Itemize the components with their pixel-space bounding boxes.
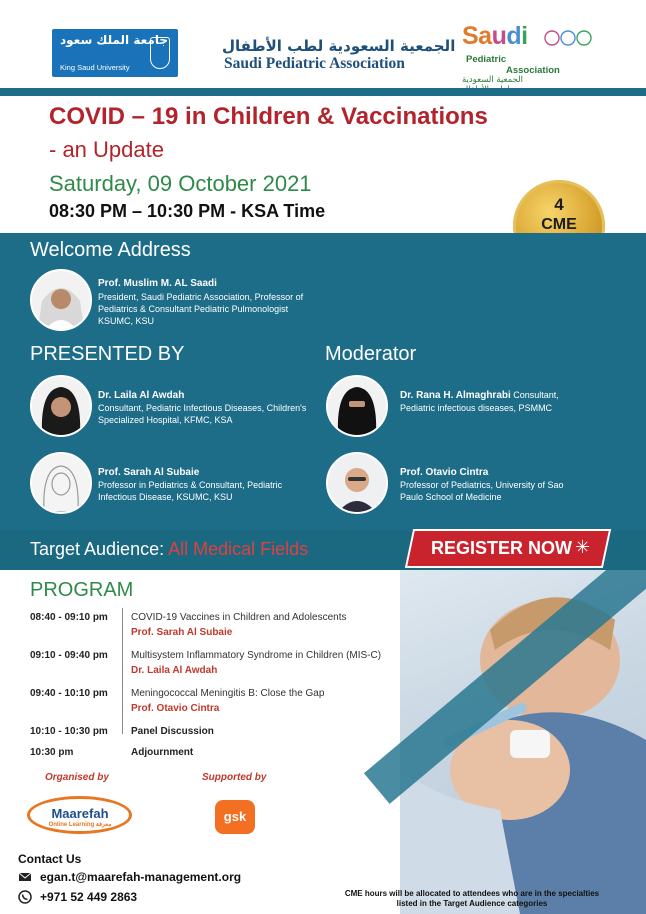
program-time: 09:10 - 09:40 pm [30,650,108,661]
moderator-photo-icon [328,377,386,435]
saudi-logo-word: Saudi [462,22,528,50]
maarefah-logo-text: Maarefah [51,806,109,821]
event-time: 08:30 PM – 10:30 PM - KSA Time [49,201,326,221]
program-time: 09:40 - 10:10 pm [30,688,108,699]
contact-phone[interactable]: +971 52 449 2863 [18,890,137,904]
supported-by-label: Supported by [202,772,267,783]
ksu-crest-icon [150,37,170,69]
cme-label: CME [541,216,577,233]
click-cursor-icon: ✳ [575,537,591,557]
children-faces-icon [544,26,592,50]
program-topic: Meningococcal Meningitis B: Close the Gap [131,688,325,699]
speaker-photo-icon [32,271,90,329]
speaker-photo-icon [32,377,90,435]
event-date: Saturday, 09 October 2021 [49,171,312,196]
welcome-speaker-name: Prof. Muslim M. AL Saadi [98,278,217,289]
saudi-pediatric-logo [462,22,560,85]
ksu-arabic-name: جامعة الملك سعود [60,33,168,47]
spa-english-name: Saudi Pediatric Association [224,55,405,72]
program-heading: PROGRAM [30,579,134,601]
event-subtitle: - an Update [49,137,164,162]
presenter-name: Dr. Laila Al Awdah [98,390,185,401]
cme-hours-number: 4 [554,195,564,214]
avatar [326,452,388,514]
moderator-title: Professor of Pediatrics, University of Sao Paulo School of Medicine [400,480,564,502]
ksu-logo [52,29,178,77]
moderator-title: Pediatric infectious diseases, PSMMC [400,403,553,413]
header-divider [0,88,646,96]
program-speaker: Prof. Sarah Al Subaie [131,627,233,638]
contact-heading: Contact Us [18,852,82,866]
saudi-logo-subtitle: Pediatric Association [466,54,560,76]
program-time: 10:10 - 10:30 pm [30,726,108,737]
moderator-name: Prof. Otavio Cintra [400,467,489,478]
program-speaker: Dr. Laila Al Awdah [131,665,218,676]
presenter-title: Consultant, Pediatric Infectious Diseases, Children's Specialized Hospital, KFMC, KSA [98,403,307,425]
maarefah-logo [27,796,132,834]
avatar [326,375,388,437]
contact-email[interactable]: egan.t@maarefah-management.org [18,870,241,884]
program-time: 08:40 - 09:10 pm [30,612,108,623]
program-divider [122,608,123,734]
moderator-name: Dr. Rana H. Almaghrabi Consultant, [400,390,559,401]
spa-arabic-name: الجمعية السعودية لطب الأطفال [222,37,456,55]
ksu-english-name: King Saud University [60,63,130,72]
presenter-name: Prof. Sarah Al Subaie [98,467,200,478]
maarefah-logo-sub: Online Learning معرفة [48,822,112,828]
moderator-heading: Moderator [325,343,417,365]
cme-note: CME hours will be allocated to attendees who are in the specialties listed in the Target Audience categories [344,889,600,908]
speaker-placeholder-icon [32,454,90,512]
target-audience-value: All Medical Fields [168,539,309,559]
gsk-logo: gsk [215,800,255,834]
welcome-speaker-title: President, Saudi Pediatric Association, Professor of Pediatrics & Consultant Pediatric Pulmonologist KSUMC, KSU [98,292,304,326]
presented-by-heading: PRESENTED BY [30,343,185,365]
presenter-title: Professor in Pediatrics & Consultant, Pediatric Infectious Disease, KSUMC, KSU [98,480,283,502]
program-topic: COVID-19 Vaccines in Children and Adolescents [131,612,347,623]
program-topic: Adjournment [131,747,194,758]
avatar [30,452,92,514]
register-now-button[interactable]: REGISTER NOW [405,529,611,568]
saudi-logo-arabic: الجمعية السعودية [462,75,524,85]
avatar [30,375,92,437]
organised-by-label: Organised by [45,772,109,783]
program-topic: Panel Discussion [131,726,214,737]
program-speaker: Prof. Otavio Cintra [131,703,220,714]
program-topic: Multisystem Inflammatory Syndrome in Children (MIS-C) [131,650,382,661]
envelope-icon [18,870,32,884]
event-title: COVID – 19 in Children & Vaccinations [49,103,488,130]
welcome-heading: Welcome Address [30,239,191,261]
avatar [30,269,92,331]
moderator-photo-icon [328,454,386,512]
program-time: 10:30 pm [30,747,74,758]
target-audience: Target Audience: All Medical Fields [30,539,309,559]
whatsapp-icon [18,890,32,904]
